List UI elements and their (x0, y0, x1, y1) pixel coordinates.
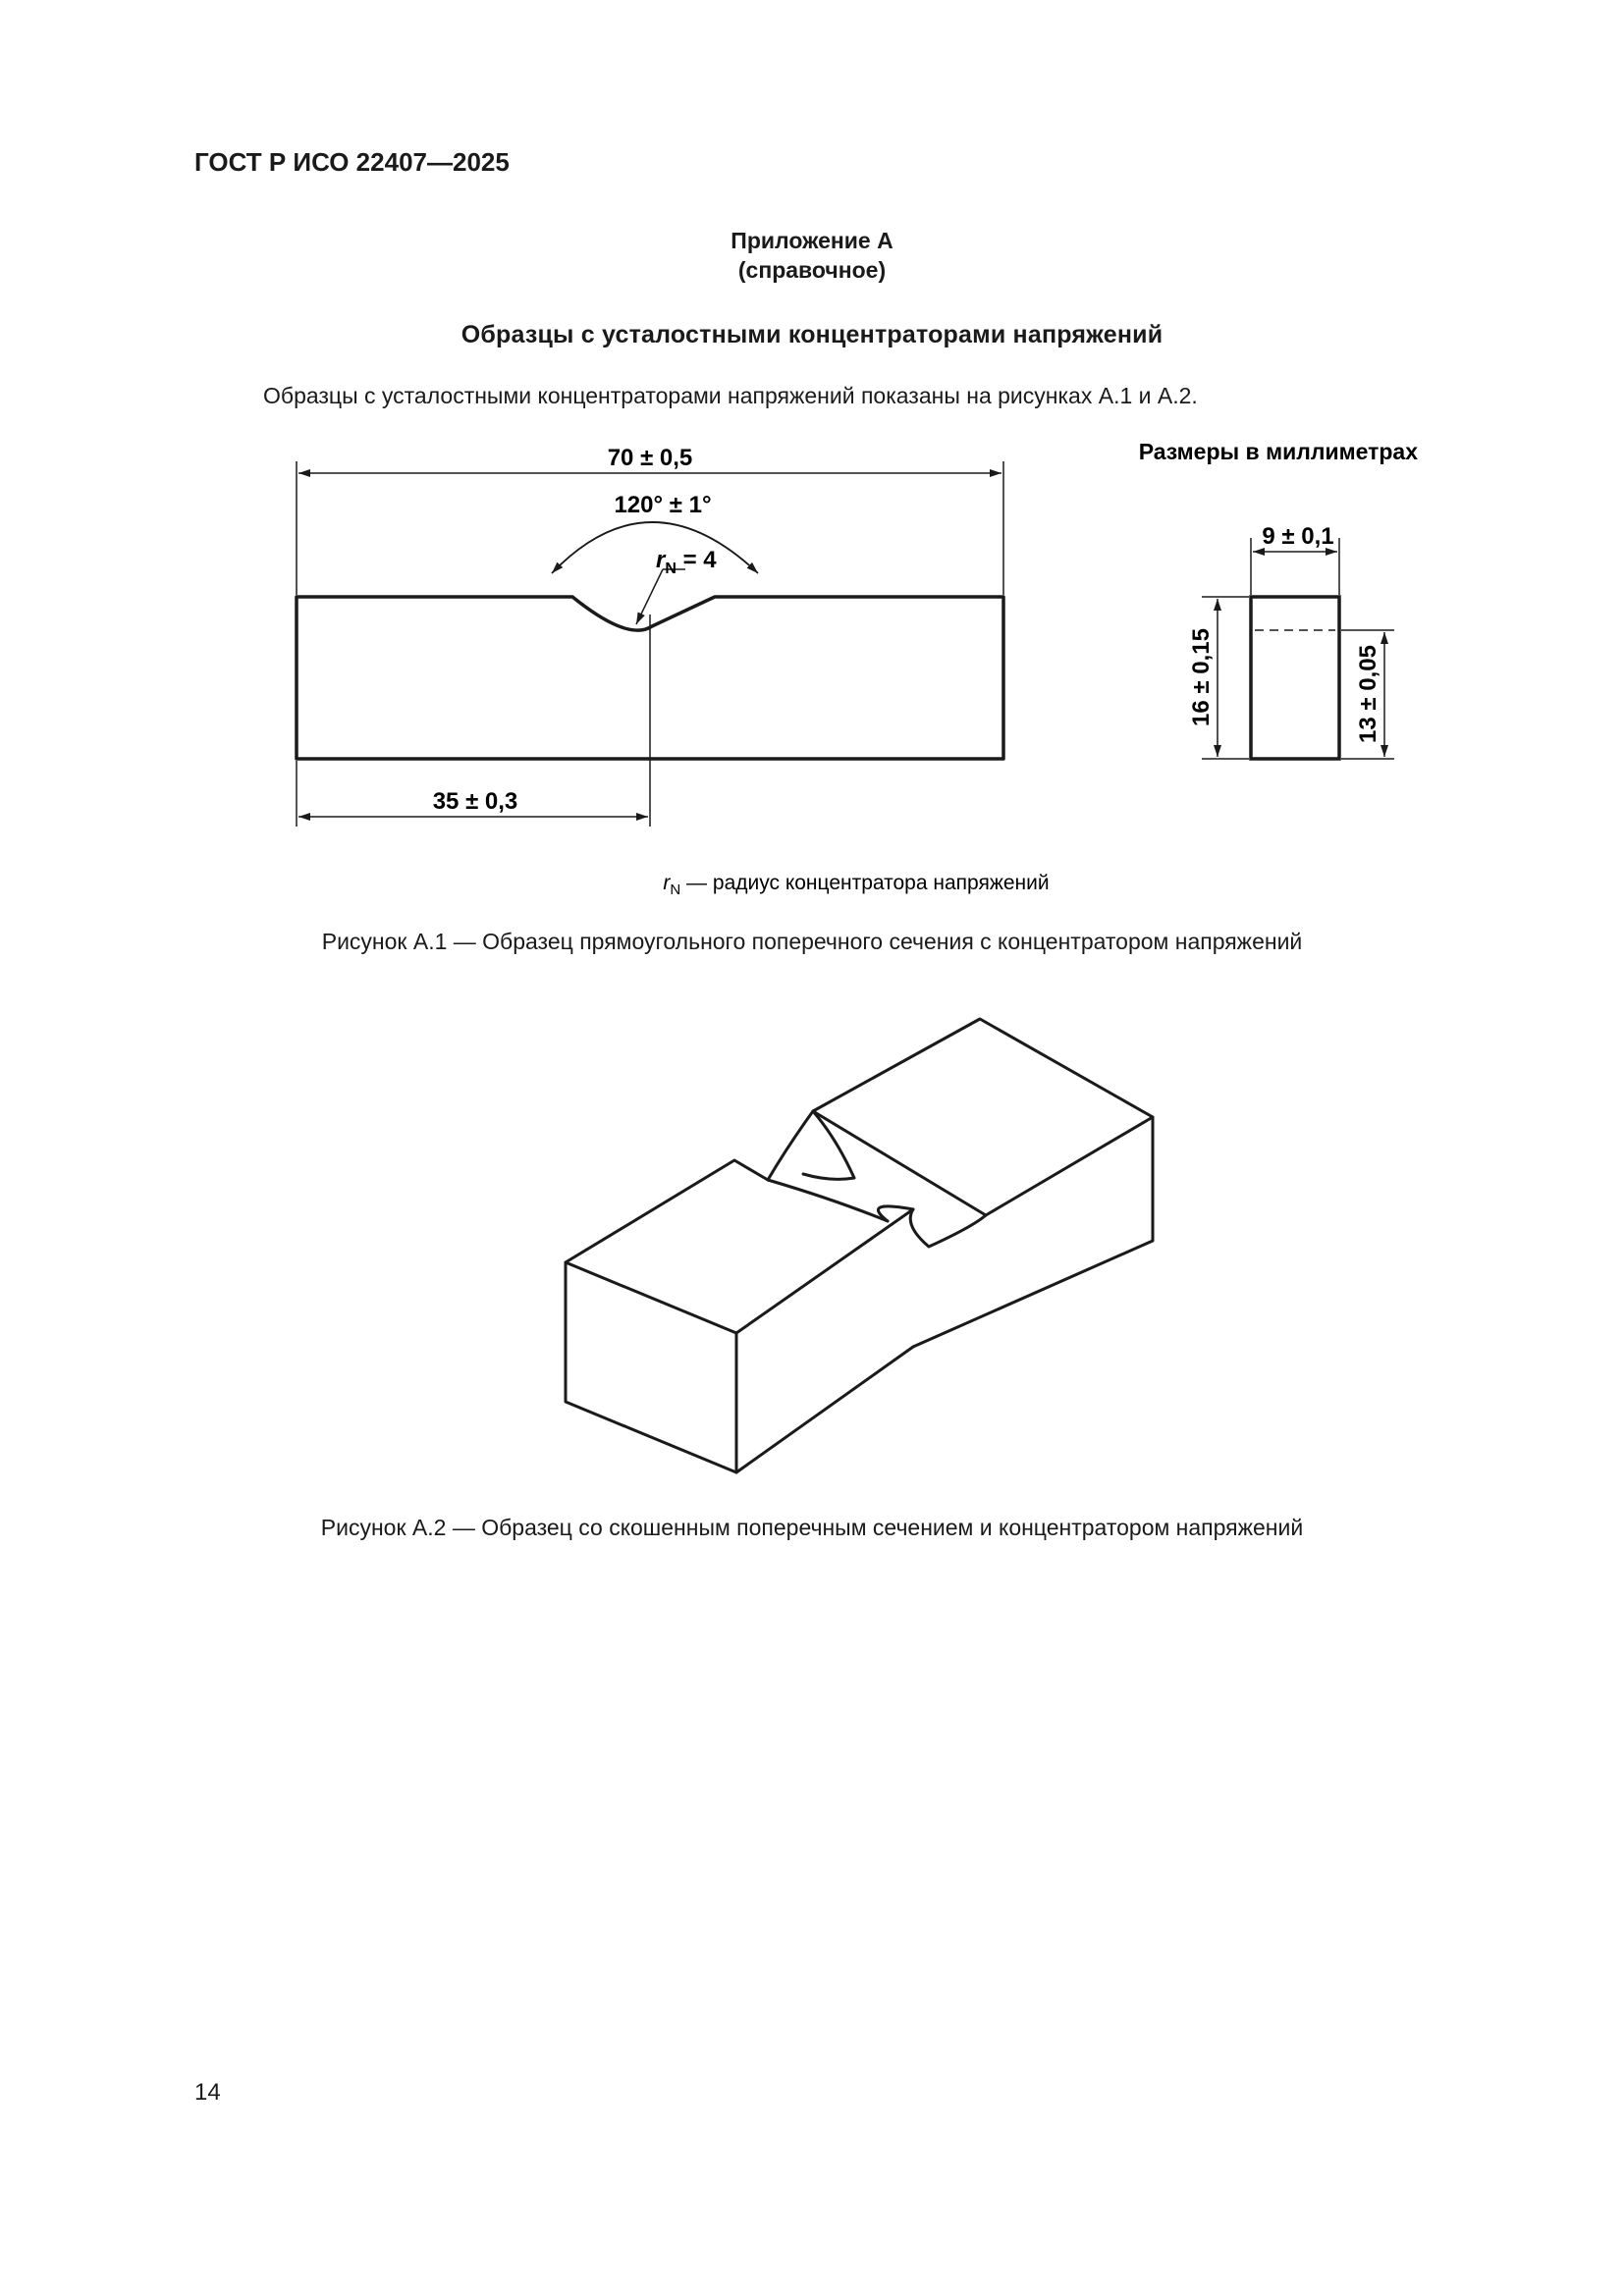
intro-paragraph: Образцы с усталостными концентраторами напряжений показаны на рисунках А.1 и А.2. (263, 383, 1198, 408)
notch-front-curve (910, 1209, 986, 1247)
annex-subtitle: (справочное) (737, 257, 887, 283)
section-title: Образцы с усталостными концентраторами напряжений (460, 321, 1164, 348)
figure-a1-drawing (0, 0, 1624, 913)
left-block-right-face (736, 1347, 913, 1472)
figure-a2-drawing (0, 982, 1624, 1512)
half-length-label: 35 ± 0,3 (432, 788, 518, 815)
page-number: 14 (194, 2079, 221, 2106)
left-block-top-face (566, 1160, 768, 1262)
width-label: 9 ± 0,1 (1262, 523, 1334, 550)
notch-diagonal-top (813, 1111, 986, 1215)
angle-label: 120° ± 1° (614, 492, 712, 518)
ligament-label: 13 ± 0,05 (1355, 645, 1381, 743)
notch-curve-left (768, 1111, 813, 1180)
document-id: ГОСТ Р ИСО 22407—2025 (194, 147, 510, 177)
notch-diagonal (768, 1180, 888, 1221)
height-label: 16 ± 0,15 (1188, 628, 1215, 726)
right-block-side-face (913, 1117, 1153, 1347)
angle-arc (552, 522, 758, 573)
annex-title: Приложение А (731, 228, 893, 253)
radius-label: $r_N = 4$ (656, 547, 717, 577)
legend-text: $r_N$ — радиус концентратора напряжений (663, 872, 1050, 898)
figure-a1-caption: Рисунок А.1 — Образец прямоугольного поперечного сечения с концентратором напряжений (321, 929, 1303, 954)
left-block-front-face (566, 1262, 736, 1472)
figure-a2-caption: Рисунок А.2 — Образец со скошенным поперечным сечением и концентратором напряжений (320, 1515, 1304, 1540)
length-dimension-label: 70 ± 0,5 (607, 445, 693, 471)
units-note: Размеры в миллиметрах (1138, 439, 1418, 464)
right-block-top-face (813, 1019, 1153, 1215)
cross-section-view (1251, 597, 1339, 759)
figure-a1-legend (0, 864, 1624, 903)
left-block-top-edge (736, 1209, 913, 1333)
